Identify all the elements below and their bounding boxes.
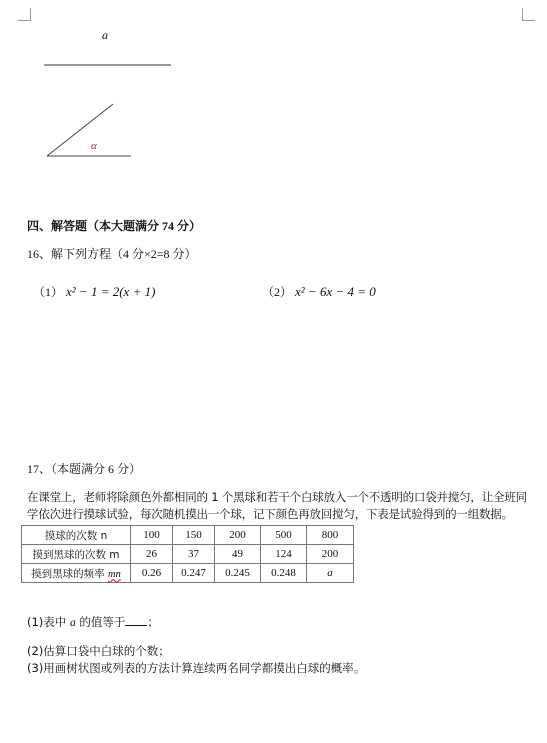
table-cell: 26 — [131, 545, 173, 564]
q17-title: 17、（本题满分 6 分） — [27, 462, 142, 476]
q17-sub2: (2)估算口袋中白球的个数； — [27, 644, 170, 658]
q16-part2-number: （2） — [262, 285, 293, 299]
table-cell: 200 — [215, 526, 261, 545]
row-header-draws: 摸球的次数 n — [22, 526, 131, 545]
table-cell: 200 — [307, 545, 354, 564]
q16-part1 — [33, 283, 155, 300]
geometry-figure — [0, 0, 547, 200]
q17-sub1-prefix: (1)表中 — [27, 615, 70, 629]
q17-sub1-end: ； — [147, 615, 159, 629]
q17-sub1-suffix: 的值等于 — [75, 615, 126, 629]
table-cell: 37 — [173, 545, 215, 564]
table-cell: 0.248 — [261, 564, 307, 583]
table-cell: 0.26 — [131, 564, 173, 583]
row-header-frequency-label: 摸到黑球的频率 — [31, 567, 105, 580]
q16-part1-number: （1） — [33, 285, 64, 299]
table-cell: 500 — [261, 526, 307, 545]
table-cell-unknown: a — [307, 564, 354, 583]
table-row — [22, 564, 354, 583]
segment-label: a — [102, 28, 108, 42]
table-cell: 150 — [173, 526, 215, 545]
table-row — [22, 545, 354, 564]
angle-label: α — [91, 140, 97, 152]
q16-part1-equation: x² − 1 = 2(x + 1) — [66, 284, 156, 299]
table-cell: 49 — [215, 545, 261, 564]
table-row — [22, 526, 354, 545]
q16-part2-equation: x² − 6x − 4 = 0 — [295, 284, 376, 299]
frequency-fraction: mn — [108, 568, 121, 580]
q17-sub3: (3)用画树状图或列表的方法计算连续两名同学都摸出白球的概率。 — [27, 661, 366, 675]
q17-sub1-var: a — [69, 617, 76, 629]
q17-paragraph: 在课堂上，老师将除颜色外都相同的 1 个黑球和若干个白球放入一个不透明的口袋并搅匀，让全班同学依次进行摸球试验，每次随机摸出一个球，记下颜色再放回搅匀，下表是试验得到的一组数据。 — [27, 490, 527, 521]
angle-ray-upper — [47, 104, 113, 156]
table-cell: 0.245 — [215, 564, 261, 583]
q17-sub1 — [27, 614, 159, 630]
experiment-table — [21, 525, 354, 583]
table-cell: 124 — [261, 545, 307, 564]
answer-blank — [125, 614, 147, 626]
row-header-black-count: 摸到黑球的次数 m — [22, 545, 131, 564]
section-title: 四、解答题（本大题满分 74 分） — [27, 219, 202, 233]
table-cell: 0.247 — [173, 564, 215, 583]
q16-part2 — [262, 283, 376, 300]
row-header-black-frequency — [22, 564, 131, 583]
table-cell: 800 — [307, 526, 354, 545]
table-cell: 100 — [131, 526, 173, 545]
q16-title: 16、解下列方程（4 分×2=8 分） — [27, 247, 197, 261]
